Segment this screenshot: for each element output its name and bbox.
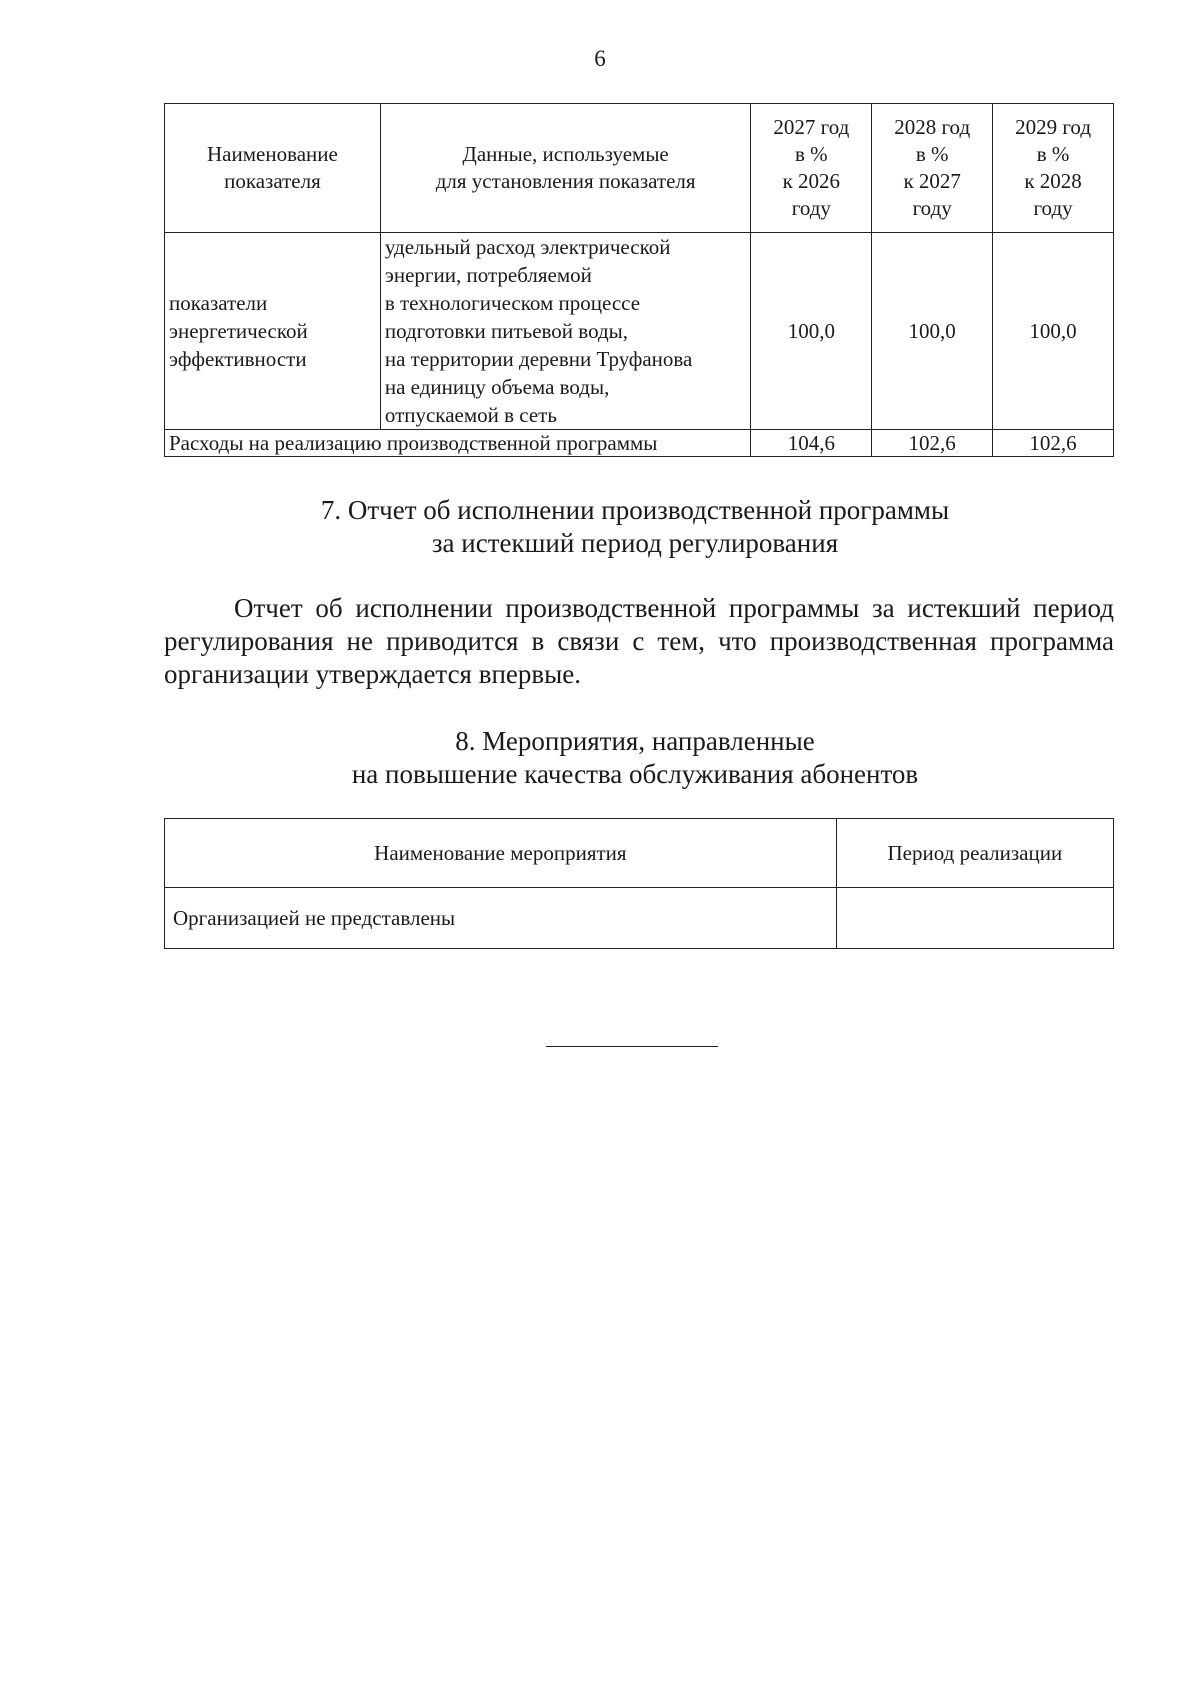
page-number: 6 <box>594 46 606 71</box>
indicator-data-line5: на территории деревни Труфанова <box>384 347 693 371</box>
header-year-2027 <box>751 104 872 233</box>
header-data-used-line2: для установления показателя <box>435 169 696 193</box>
header-period: Период реализации <box>836 819 1113 888</box>
header-2028-line4: году <box>912 196 952 220</box>
indicator-data-line6: на единицу объема воды, <box>384 375 610 399</box>
header-2027-line3: к 2026 <box>782 169 841 193</box>
section-8-title-line2: на повышение качества обслуживания абонентов <box>351 759 919 789</box>
total-value-2027: 104,6 <box>751 430 872 457</box>
header-year-2029 <box>993 104 1114 233</box>
value-2028: 100,0 <box>872 233 993 430</box>
header-2029-line1: 2029 год <box>1015 115 1091 139</box>
header-year-2028 <box>872 104 993 233</box>
header-2028-line3: к 2027 <box>903 169 961 193</box>
measures-table-header-row <box>165 819 1114 888</box>
header-data-used-line1: Данные, используемые <box>462 142 669 166</box>
header-2028-line1: 2028 год <box>894 115 971 139</box>
header-2027-line1: 2027 год <box>773 115 850 139</box>
table-row <box>165 888 1114 949</box>
value-2027: 100,0 <box>751 233 872 430</box>
table-row <box>165 233 1114 430</box>
indicator-name-line3: эффективности <box>169 347 307 371</box>
header-2029-line4: году <box>1033 196 1073 220</box>
total-row-label: Расходы на реализацию производственной программы <box>165 430 751 457</box>
indicator-name-line1: показатели <box>169 291 268 315</box>
header-indicator-name <box>165 104 381 233</box>
measure-period-cell <box>836 888 1113 949</box>
header-2029-line3: к 2028 <box>1024 169 1082 193</box>
indicator-data-line3: в технологическом процессе <box>384 291 641 315</box>
indicators-table <box>164 103 1114 457</box>
indicator-data-line4: подготовки питьевой воды, <box>384 319 629 343</box>
indicator-data-line1: удельный расход электрической <box>384 235 671 259</box>
section-7-title-line1: 7. Отчет об исполнении производственной программы <box>320 495 950 525</box>
header-2029-line2: в % <box>1036 142 1070 166</box>
indicators-table-header-row <box>165 104 1114 233</box>
header-2027-line2: в % <box>794 142 828 166</box>
section-8-title <box>0 725 1200 791</box>
header-indicator-name-line2: показателя <box>224 169 321 193</box>
header-2028-line2: в % <box>915 142 949 166</box>
indicator-name-line2: энергетической <box>169 319 308 343</box>
indicator-data-cell <box>380 233 751 430</box>
header-measure-name: Наименование мероприятия <box>165 819 837 888</box>
section-7-title-line2: за истекший период регулирования <box>431 528 839 558</box>
section-8-title-line1: 8. Мероприятия, направленные <box>455 726 815 756</box>
measures-table <box>164 818 1114 949</box>
section-7-paragraph: Отчет об исполнении производственной программы за истекший период регулирования не приводится в связи с тем, что производственная программа организации утверждается впервые. <box>164 593 1114 689</box>
end-divider <box>546 1046 718 1047</box>
header-2027-line4: году <box>791 196 831 220</box>
header-data-used <box>380 104 751 233</box>
section-7-title <box>0 494 1200 560</box>
indicator-data-line7: отпускаемой в сеть <box>384 403 557 427</box>
indicator-name-cell <box>165 233 381 430</box>
total-row <box>165 430 1114 457</box>
total-value-2028: 102,6 <box>872 430 993 457</box>
total-value-2029: 102,6 <box>993 430 1114 457</box>
indicator-data-line2: энергии, потребляемой <box>384 263 592 287</box>
header-indicator-name-line1: Наименование <box>207 142 338 166</box>
measure-name-cell: Организацией не представлены <box>165 888 837 949</box>
value-2029: 100,0 <box>993 233 1114 430</box>
